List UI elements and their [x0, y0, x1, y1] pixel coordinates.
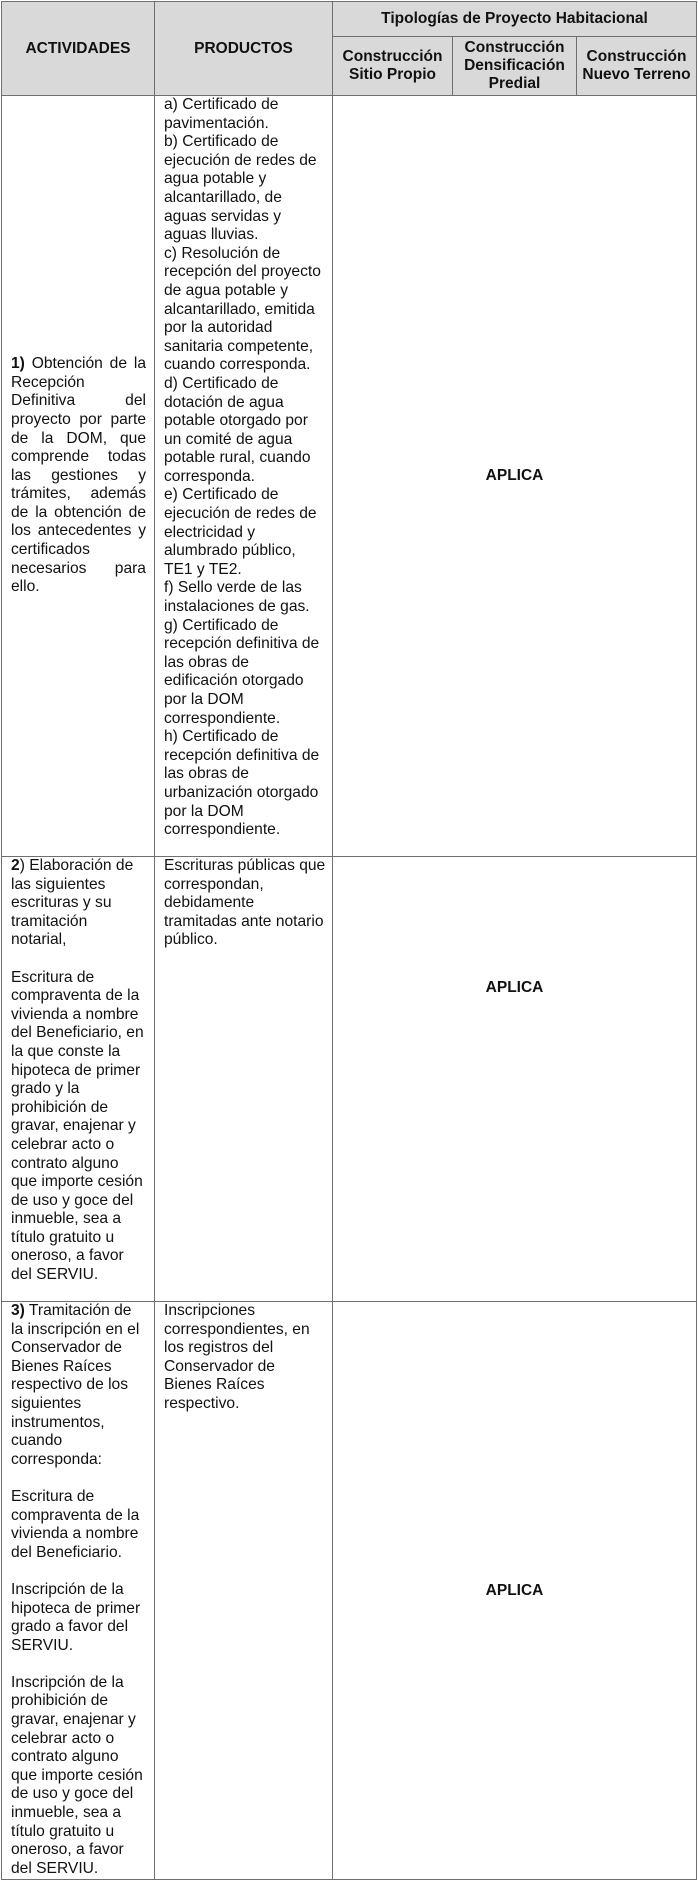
list-item: h) Certificado de recepción definitiva de las obras de urbanización otorgado por la DOM correspondiente. [164, 728, 320, 839]
header-productos: PRODUCTOS [155, 2, 333, 96]
actividad-text: 2) Elaboración de las siguientes escrituras y su tramitación notarial, Escritura de compraventa de la vivienda a nombre del Beneficiario, en la que conste la hipoteca de primer grado y la prohibición de gravar, enajenar y celebrar acto o contrato alguno que importe cesión de uso y goce del inmueble, sea a título gratuito u oneroso, a favor del SERVIU. [11, 857, 144, 1284]
activity-number: 1) [11, 355, 25, 373]
productos-text: Inscripciones correspondientes, en los registros del Conservador de Bienes Raíces respectivo. [164, 1302, 310, 1412]
header-tipologias: Tipologías de Proyecto Habitacional [333, 2, 697, 37]
table-row [2, 857, 697, 1302]
header-actividades: ACTIVIDADES [2, 2, 155, 96]
header-nuevo-terreno: Construcción Nuevo Terreno [577, 37, 697, 96]
header-sitio-propio: Construcción Sitio Propio [333, 37, 453, 96]
list-item: f) Sello verde de las instalaciones de gas. [164, 579, 310, 616]
actividad-cell [2, 1302, 155, 1880]
header-densificacion-predial: Construcción Densificación Predial [453, 37, 577, 96]
aplica-cell: APLICA [333, 857, 697, 1302]
productos-cell [155, 96, 333, 857]
actividad-cell [2, 857, 155, 1302]
activities-table [1, 1, 697, 1880]
table-row [2, 96, 697, 857]
productos-list [155, 96, 332, 840]
productos-text: Escrituras públicas que correspondan, debidamente tramitadas ante notario público. [164, 857, 326, 949]
actividad-cell [2, 96, 155, 857]
list-item: c) Resolución de recepción del proyecto de agua potable y alcantarillado, emitida por la autoridad sanitaria competente, cuando corresponda. [164, 244, 321, 374]
list-item: e) Certificado de ejecución de redes de electricidad y alumbrado público, TE1 y TE2. [164, 486, 317, 578]
list-item: a) Certificado de pavimentación. [164, 96, 279, 132]
aplica-cell: APLICA [333, 1302, 697, 1880]
list-item: g) Certificado de recepción definitiva de las obras de edificación otorgado por la DOM correspondiente. [164, 616, 320, 727]
aplica-cell: APLICA [333, 96, 697, 857]
productos-cell [155, 857, 333, 1302]
productos-cell [155, 1302, 333, 1880]
list-item: b) Certificado de ejecución de redes de agua potable y alcantarillado, de aguas servidas y aguas lluvias. [164, 133, 317, 244]
list-item: d) Certificado de dotación de agua potable otorgado por un comité de agua potable rural, cuando corresponda. [164, 374, 311, 485]
actividad-text: 3) Tramitación de la inscripción en el Conservador de Bienes Raíces respectivo de los siguientes instrumentos, cuando corresponda: Escritura de compraventa de la vivienda a nombre del Beneficiario. Inscripción de la hipoteca de primer grado a favor del SERVIU. Inscripción de la prohibición de gravar, enajenar y celebrar acto o contrato alguno que importe cesión de uso y goce del inmueble, sea a título gratuito u oneroso, a favor del SERVIU. [11, 1302, 143, 1877]
activity-number: 3) [11, 1302, 25, 1319]
table-row [2, 1302, 697, 1880]
activity-number: 2 [11, 857, 20, 874]
actividad-text: 1) Obtención de la Recepción Definitiva del proyecto por parte de la DOM, que comprende todas las gestiones y trámites, además de la obtención de los antecedentes y certificados necesarios para ello. [11, 355, 146, 596]
